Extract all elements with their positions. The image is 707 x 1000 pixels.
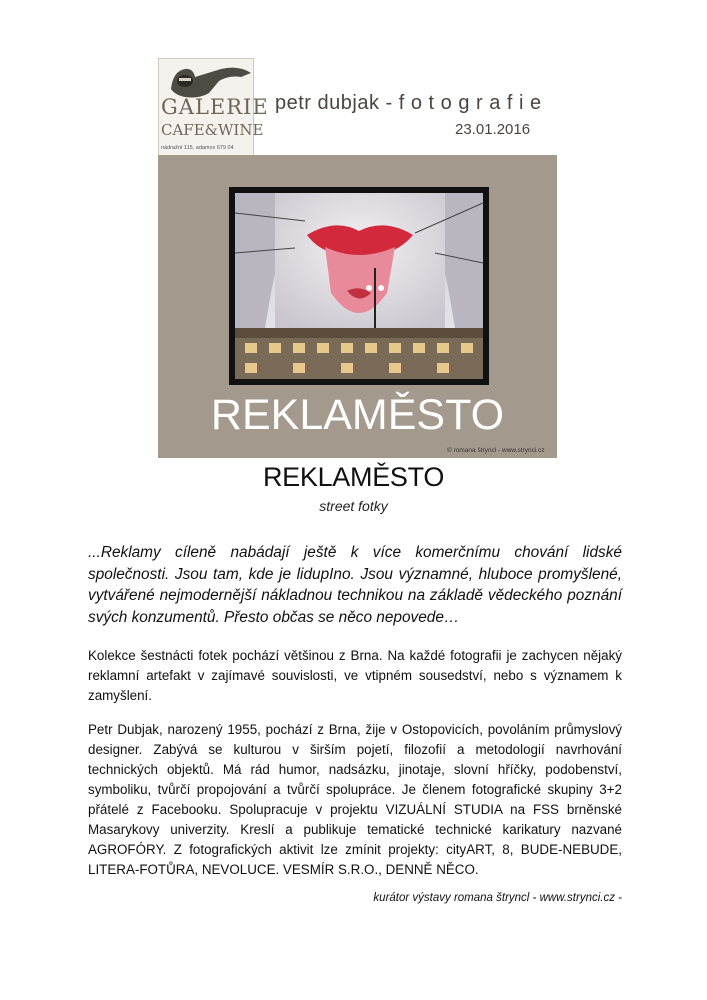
- gallery-logo: [158, 58, 269, 158]
- paragraph-author-bio: Petr Dubjak, narozený 1955, pochází z Brna, žije v Ostopovicích, povoláním průmyslový designer. Zabývá se kulturou v širším pojetí, filozofií a metodologií navrhování technických objektů. Má rád humor, nadsázku, jinotaje, slovní hříčky, podobenství, symboliku, tvůrčí propojování a tvůrčí spolupráce. Je členem fotografické skupiny 3+2 přátelé z Facebooku. Spolupracuje v projektu VIZUÁLNÍ STUDIA na FSS brněnské Masarykovy univerzity. Kreslí a publikuje tematické technické karikatury nazvané AGROFÓRY. Z fotografických aktivit lze zmínit projekty: cityART, 8, BUDE-NEBUDE, LITERA-FOTŮRA, NEVOLUCE. VESMÍR S.R.O., DENNĚ NĚCO.: [88, 722, 622, 877]
- paragraph-collection: Kolekce šestnácti fotek pochází většinou z Brna. Na každé fotografii je zachycen nějaký reklamní artefakt v zajímavé souvislosti, ve vtipném sousedství, nebo s významem k zamyšlení.: [88, 648, 622, 703]
- page-title: REKLAMĚSTO: [262, 462, 445, 492]
- poster-overlay-title: REKLAMĚSTO: [210, 391, 505, 439]
- poster-title: petr dubjak - f o t o g r a f i e: [275, 92, 542, 114]
- poster-photo: [235, 193, 483, 379]
- poster-credit: © romana štryncl - www.strynci.cz: [447, 447, 545, 454]
- logo-title: GALERIE: [161, 95, 269, 119]
- logo-address: nádražní 115, adamov 679 04: [161, 145, 234, 151]
- curator-credit: kurátor výstavy romana štryncl - www.strynci.cz -: [373, 892, 622, 904]
- poster-date: 23.01.2016: [455, 121, 531, 138]
- intro-quote: ...Reklamy cíleně nabádají ještě k více komerčnímu chování lidské společnosti. Jsou tam, kde je lidupIno. Jsou významné, hluboce promyšlené, vytvářené nejmodernější nákladnou technikou na základě vědeckého poznání svých konzumentů. Přesto občas se něco nepovede…: [88, 544, 622, 626]
- page-subtitle: street fotky: [319, 498, 388, 514]
- lips-billboard-photo: [235, 193, 483, 379]
- logo-subtitle: CAFE&WINE: [161, 121, 264, 139]
